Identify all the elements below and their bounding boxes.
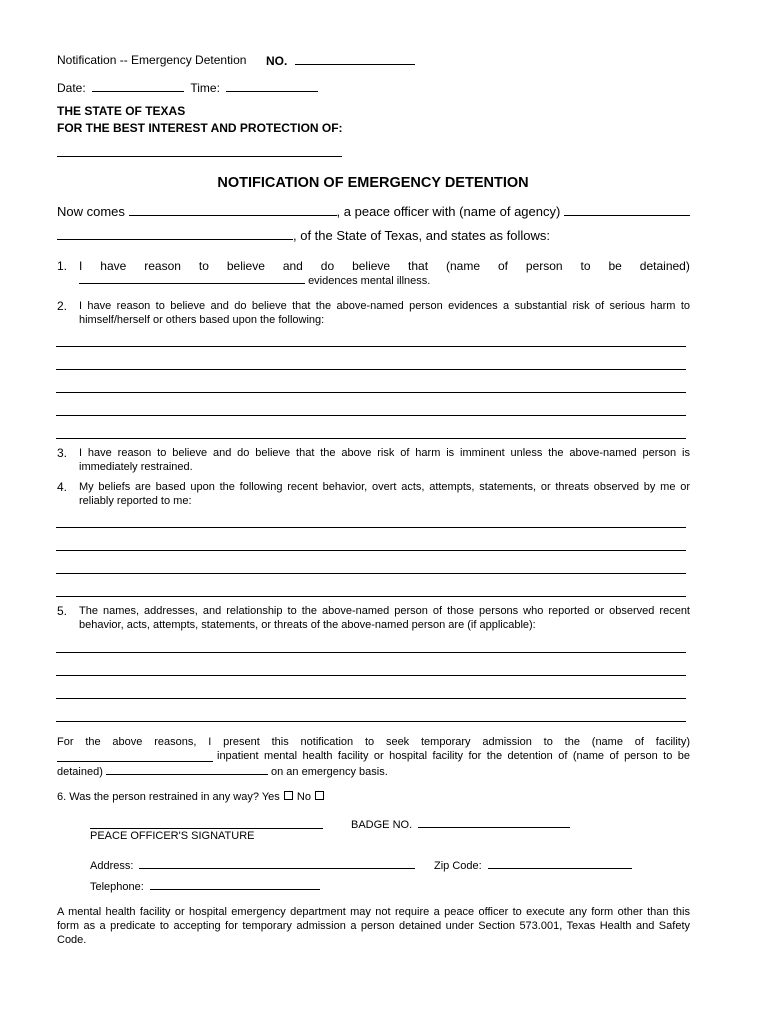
badge-label: BADGE NO. (351, 819, 413, 831)
item-1-word: believe (352, 259, 391, 273)
time-label: Time: (190, 81, 220, 95)
no-checkbox[interactable] (315, 791, 324, 800)
reasons-line-3 (57, 764, 388, 778)
reasons-line-1: For the above reasons, I present this notification to seek temporary admission to the (name of facility) (57, 736, 690, 748)
answer-line[interactable] (56, 573, 686, 574)
date-blank[interactable] (92, 80, 184, 92)
time-blank[interactable] (226, 80, 318, 92)
item-3-line-1: I have reason to believe and do believe that the above risk of harm is imminent unless the above-named person is (79, 447, 690, 459)
protected-person-blank[interactable] (57, 156, 342, 157)
question-6-text: 6. Was the person restrained in any way? Yes (57, 791, 280, 803)
detained-name-blank[interactable] (106, 764, 268, 775)
detained-person-blank[interactable] (79, 273, 305, 284)
reasons-detained-label: detained) (57, 766, 103, 778)
answer-line[interactable] (56, 675, 686, 676)
badge-row (351, 817, 570, 831)
intro-line-2 (57, 227, 550, 243)
answer-line[interactable] (56, 392, 686, 393)
answer-line[interactable] (56, 346, 686, 347)
question-6 (57, 791, 325, 803)
footer-line-3: Code. (57, 934, 87, 946)
state-line-1: THE STATE OF TEXAS (57, 104, 186, 118)
item-5-number: 5. (57, 604, 68, 618)
intro-line-1 (57, 203, 690, 219)
now-comes-label: Now comes (57, 204, 125, 219)
yes-checkbox[interactable] (284, 791, 293, 800)
answer-line[interactable] (56, 415, 686, 416)
answer-line[interactable] (56, 721, 686, 722)
item-1-text (79, 259, 690, 273)
number-blank[interactable] (295, 53, 415, 65)
date-time-row (57, 80, 318, 95)
answer-line[interactable] (56, 527, 686, 528)
item-5-line-2: behavior, acts, attempts, statements, or threats of the above-named person are (if applicable): (79, 619, 536, 631)
address-blank[interactable] (139, 858, 415, 869)
answer-line[interactable] (56, 550, 686, 551)
item-1-number: 1. (57, 259, 68, 273)
number-field[interactable] (266, 53, 415, 68)
telephone-row (90, 879, 320, 893)
item-2-line-1: I have reason to believe and do believe that the above-named person evidences a substantial risk of serious harm to (79, 300, 690, 312)
answer-line[interactable] (56, 698, 686, 699)
signature-blank[interactable] (90, 828, 323, 829)
item-1-tail (79, 273, 430, 287)
item-2-number: 2. (57, 299, 68, 313)
form-name: Notification -- Emergency Detention (57, 53, 247, 67)
item-1-tail-text: evidences mental illness. (308, 275, 431, 287)
zip-blank[interactable] (488, 858, 632, 869)
number-label: NO. (266, 54, 288, 68)
answer-line[interactable] (56, 652, 686, 653)
no-label: No (296, 791, 311, 803)
officer-name-blank[interactable] (129, 203, 337, 216)
badge-blank[interactable] (418, 817, 570, 828)
item-3-number: 3. (57, 446, 68, 460)
state-of-texas-text: , of the State of Texas, and states as follows: (293, 228, 551, 243)
agency-blank[interactable] (564, 203, 690, 216)
signature-label: PEACE OFFICER'S SIGNATURE (90, 830, 255, 842)
reasons-emergency-text: on an emergency basis. (271, 766, 388, 778)
facility-blank[interactable] (57, 751, 213, 762)
zip-label: Zip Code: (434, 860, 482, 872)
item-3-line-2: immediately restrained. (79, 461, 193, 473)
date-label: Date: (57, 81, 86, 95)
item-4-number: 4. (57, 480, 68, 494)
item-1-word: detained) (639, 259, 690, 273)
answer-line[interactable] (56, 438, 686, 439)
item-1-word: to (580, 259, 591, 273)
address-row (90, 858, 415, 872)
answer-line[interactable] (56, 369, 686, 370)
item-4-line-1: My beliefs are based upon the following recent behavior, overt acts, attempts, statements, or threats observed by me or (79, 481, 690, 493)
item-1-word: that (408, 259, 429, 273)
item-1-word: to (198, 259, 209, 273)
item-1-word: person (525, 259, 563, 273)
address-label: Address: (90, 860, 134, 872)
telephone-blank[interactable] (150, 879, 320, 890)
reasons-line-2 (57, 750, 690, 762)
item-1-word: be (608, 259, 622, 273)
footer-line-2: form as a predicate to accepting for temporary admission a person detained under Section 573.001, Texas Health and Safety (57, 920, 690, 932)
agency-continued-blank[interactable] (57, 227, 293, 240)
item-1-word: reason (144, 259, 181, 273)
item-1-word: do (320, 259, 335, 273)
peace-officer-text: , a peace officer with (name of agency) (336, 204, 561, 219)
reasons-line-2-text: inpatient mental health facility or hospital facility for the detention of (name of person to be (217, 750, 690, 762)
item-1-word: I (79, 259, 83, 273)
state-line-2: FOR THE BEST INTEREST AND PROTECTION OF: (57, 121, 343, 135)
footer-line-1: A mental health facility or hospital emergency department may not require a peace officer to execute any form other than this (57, 906, 690, 918)
item-1-word: of (497, 259, 508, 273)
page-title: NOTIFICATION OF EMERGENCY DETENTION (217, 175, 529, 191)
zip-row (434, 858, 632, 872)
item-1-word: and (282, 259, 303, 273)
item-2-line-2: himself/herself or others based upon the following: (79, 314, 325, 326)
item-1-word: have (100, 259, 127, 273)
item-1-word: (name (446, 259, 481, 273)
item-1-word: believe (226, 259, 265, 273)
answer-line[interactable] (56, 596, 686, 597)
item-5-line-1: The names, addresses, and relationship to the above-named person of those persons who reported or observed recent (79, 605, 690, 617)
telephone-label: Telephone: (90, 881, 144, 893)
item-4-line-2: reliably reported to me: (79, 495, 192, 507)
